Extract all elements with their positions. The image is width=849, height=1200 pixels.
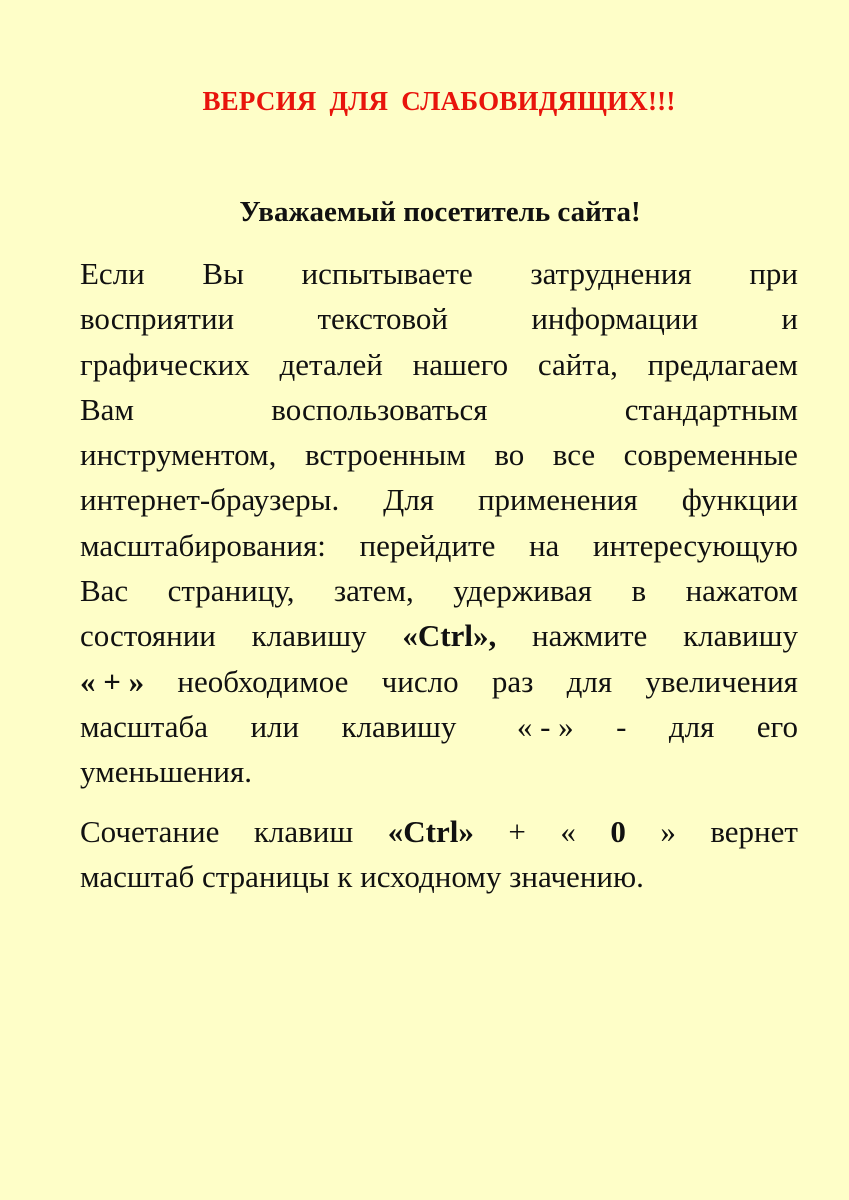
word: текстовой	[317, 301, 448, 337]
word: все	[552, 437, 596, 473]
instructions-paragraph	[80, 251, 798, 795]
text-line	[80, 432, 798, 477]
word: затем,	[333, 573, 414, 609]
word: применения	[477, 482, 638, 518]
word: функции	[681, 482, 798, 518]
word: деталей	[279, 346, 383, 382]
word: на	[528, 527, 560, 563]
word: для	[566, 663, 613, 699]
text-line	[80, 809, 798, 854]
word: во	[494, 437, 525, 473]
text-line	[80, 568, 798, 613]
word: Для	[383, 482, 435, 518]
word: в	[631, 573, 647, 609]
word: клавишу	[341, 708, 457, 744]
word: инструментом,	[80, 437, 277, 473]
zero-key-label: 0	[610, 814, 626, 849]
word: увеличения	[645, 663, 798, 699]
ctrl-key-label: «Ctrl»	[387, 814, 474, 849]
word: страницу,	[167, 573, 295, 609]
word: сайта,	[537, 346, 618, 382]
version-title: ВЕРСИЯ ДЛЯ СЛАБОВИДЯЩИХ!!!	[202, 86, 676, 116]
text-line	[80, 523, 798, 568]
text-line	[80, 613, 798, 658]
word: перейдите	[359, 527, 496, 563]
word: Сочетание	[80, 814, 220, 849]
greeting-heading: Уважаемый посетитель сайта!	[239, 196, 641, 228]
text-line	[80, 251, 798, 296]
ctrl-key-label: «Ctrl»,	[402, 618, 497, 654]
word: встроенным	[304, 437, 466, 473]
word: масштаба	[80, 708, 209, 744]
word: состоянии	[80, 618, 216, 654]
word: современные	[623, 437, 798, 473]
word: Вы	[202, 256, 244, 291]
word: при	[749, 256, 798, 291]
word: Вас	[80, 573, 129, 609]
word: уменьшения.	[80, 754, 253, 790]
word: его	[756, 708, 798, 744]
text-line	[80, 659, 798, 704]
word: удерживая	[453, 573, 593, 609]
word: -	[616, 708, 627, 744]
word: клавишу	[251, 618, 367, 654]
text-line	[80, 296, 798, 341]
reset-paragraph	[80, 809, 798, 900]
word: для	[668, 708, 715, 744]
word: и	[781, 301, 798, 337]
text-line	[80, 477, 798, 522]
text-line	[80, 704, 798, 749]
word: масштабирования:	[80, 527, 326, 563]
text-line	[80, 342, 798, 387]
word: стандартным	[624, 391, 798, 427]
word: нашего	[412, 346, 509, 382]
word: клавиш	[253, 814, 354, 849]
word: необходимое	[177, 663, 349, 699]
word: клавишу	[683, 618, 798, 654]
word: предлагаем	[647, 346, 798, 382]
text-line	[80, 854, 798, 899]
word: интересующую	[592, 527, 798, 563]
plus-key-label: « + »	[80, 663, 145, 699]
minus-key-label: « - »	[516, 708, 574, 744]
word: число	[381, 663, 459, 699]
text-line	[80, 749, 798, 794]
word: масштаб страницы к исходному значению.	[80, 859, 644, 895]
text-line	[80, 387, 798, 432]
word: нажмите	[532, 618, 648, 654]
word: нажатом	[685, 573, 798, 609]
word: раз	[491, 663, 534, 699]
word: »	[660, 814, 676, 849]
word: «	[560, 814, 576, 849]
word: графических	[80, 346, 250, 382]
word: Вам	[80, 391, 135, 427]
word: воспользоваться	[271, 391, 488, 427]
word: или	[250, 708, 300, 744]
word: затруднения	[530, 256, 692, 291]
word: информации	[531, 301, 699, 337]
word: Если	[80, 256, 145, 291]
word: вернет	[710, 814, 798, 849]
word: восприятии	[80, 301, 235, 337]
word: интернет-браузеры.	[80, 482, 340, 518]
word: испытываете	[301, 256, 473, 291]
word: +	[508, 814, 526, 849]
